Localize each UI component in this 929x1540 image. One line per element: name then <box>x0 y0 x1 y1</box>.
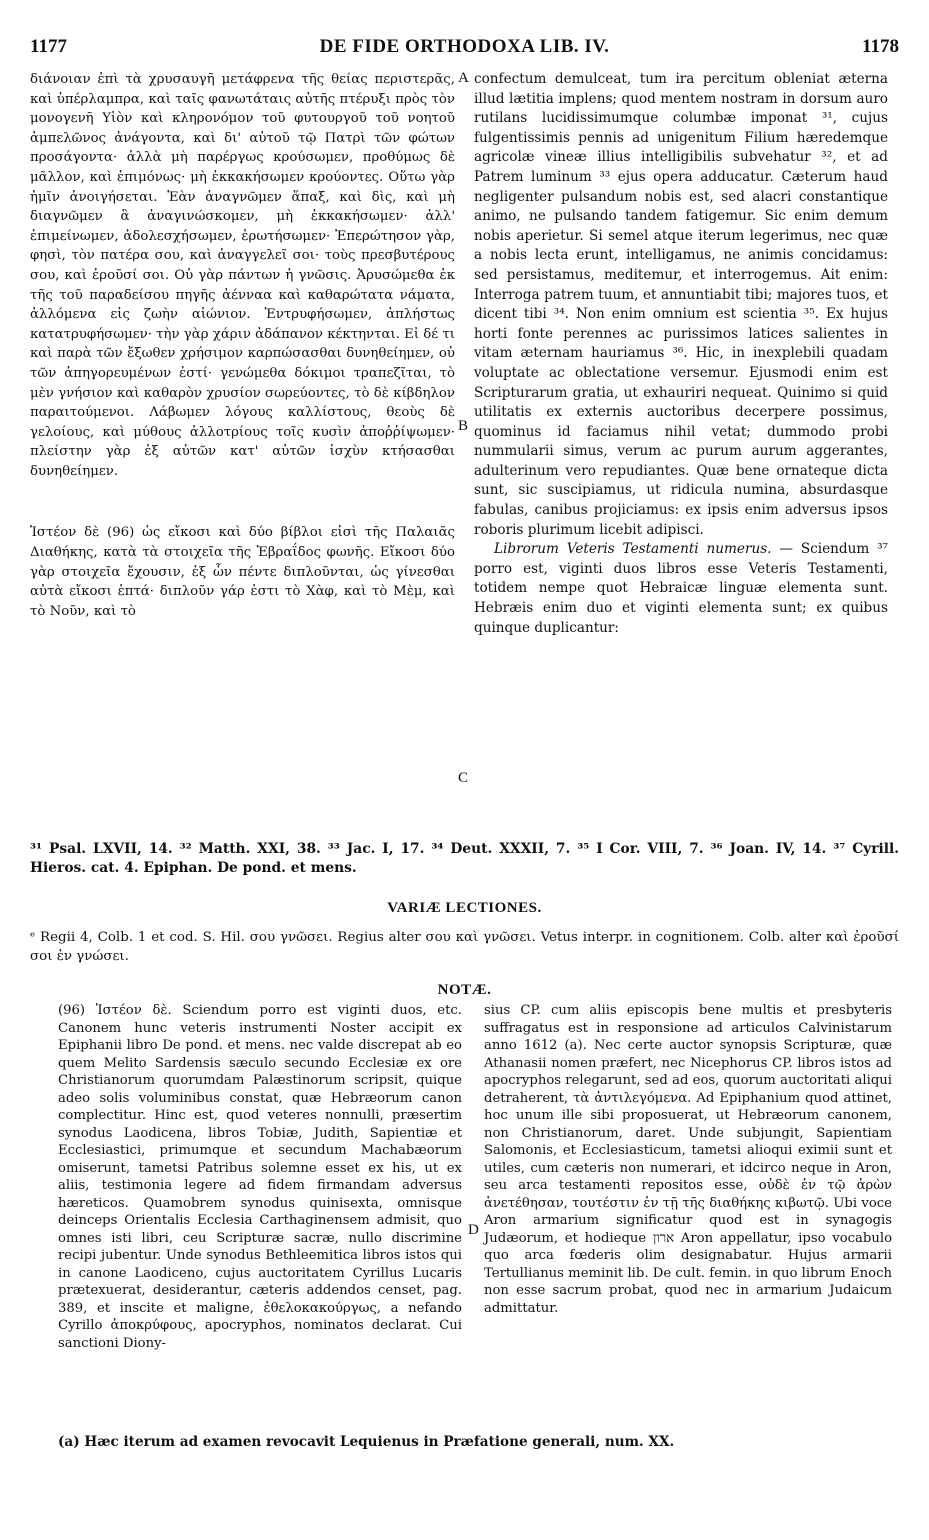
running-header <box>30 36 899 62</box>
footnotes: ³¹ Psal. LXVII, 14. ³² Matth. XXI, 38. ³³ Jac. I, 17. ³⁴ Deut. XXXII, 7. ³⁵ I Cor. VIII, 7. ³⁶ Joan. IV, 14. ³⁷ Cyrill. Hieros. cat. 4. Epiphan. De pond. et mens. <box>30 841 899 876</box>
latin-paragraph: confectum demulceat, tum ira percitum obleniat æterna illud lætitia implens; quod mentem nostram in dorsum auro rutilans lucidissimumque columbæ imponat ³¹, cujus fulgentissimis pennis ad unigenitum Filium hæredemque agricolæ vineæ illius intelligibilis subvehatur ³², et ad Patrem luminum ³³ ejus opera adducatur. Cæterum haud negligenter pulsandum nobis est, sed alacri constantique animo, ne pulsando tandem fatigemur. Sic enim demum nobis aperietur. Si semel atque iterum legerimus, nec quæ a nobis lecta erunt, intelligamus, ne animis concidamus: sed persistamus, meditemur, et interrogemus. Ait enim: Interroga patrem tuum, et annuntiabit tibi; majores tuos, et dicent tibi ³⁴. Non enim omnium est scientia ³⁵. Ex hujus horti fonte perennes ac purissimos latices salientes in vitam æternam hauriamus ³⁶. Hic, in inexplebili quadam voluptate ac oblectatione versemur. Ejusmodi enim est Scripturarum gratia, ut exhauriri nequeat. Quinimo si quid utilitatis ex externis auctoribus decerpere possimus, quominus id faciamus nihil vetat; dummodo probi nummularii simus, verum ac purum aurum aggerantes, adulterinum vero repudiantes. Quæ bene ornateque dicta sunt, sic suscipiamus, ut ridicula numina, absurdasque fabulas, canibus projiciamus: ex ipsis enim adversus ipsos roboris plurimum licebit adipisci. <box>474 71 888 538</box>
variae-text: ᵉ Regii 4, Colb. 1 et cod. S. Hil. σου γνῶσει. Regius alter σου καὶ γνῶσει. Vetus interpr. in cognitionem. Colb. alter καὶ ἐροῦσί σοι ἐν γνώσει. <box>30 930 899 964</box>
running-title: DE FIDE ORTHODOXA LIB. IV. <box>319 36 610 57</box>
margin-marker-c: C <box>458 770 469 786</box>
notae-heading: NOTÆ. <box>437 982 492 998</box>
right-page-number: 1178 <box>862 36 899 57</box>
bottom-note: (a) Hæc iterum ad examen revocavit Lequienus in Præfatione generali, num. XX. <box>58 1434 675 1450</box>
margin-marker-b: B <box>458 418 469 434</box>
notae-left-column: (96) Ἰστέον δὲ. Sciendum porro est viginti duos, etc. Canonem hunc veteris instrumenti Noster accipit ex Epiphanii libro De pond. et mens. nec valde discrepat ab eo quem Melito Sardensis sæculo secundo Ecclesiæ ex ore Christianorum quorumdam Palæstinorum scripsit, quique adeo solis voluminibus constat, quæ Hebræorum canon complectitur. Hinc est, quod veteres nonnulli, præsertim synodus Laodicena, libros Tobiæ, Judith, Sapientiæ et Ecclesiastici, primumque et secundum Machabæorum omiserunt, tametsi Patribus solemne esset ex his, ut ex aliis, testimonia legere ad fidem firmandam adversus hæreticos. Quamobrem synodus quinisexta, omnisque deinceps Orientalis Ecclesia Carthaginensem admisit, quo omnes isti libri, ceu Scripturæ sacræ, nullo discrimine recipi jubentur. Unde synodus Bethleemitica libros istos qui in canone Laodiceno, cujus auctoritatem Cyrillus Lucaris prætexuerat, desiderantur, cæteris addendos censet, pag. 389, et inscite et maligne, ἐθελοκακούργως, a nefando Cyrillo ἀποκρύφους, apocryphos, nominatos declarat. Cui sanctioni Diony- <box>58 1003 462 1351</box>
margin-marker-a: A <box>458 70 469 86</box>
latin-section-heading: Librorum Veteris Testamenti numerus. <box>494 541 772 558</box>
variae-heading: VARIÆ LECTIONES. <box>387 900 542 916</box>
greek-paragraph: διάνοιαν ἐπὶ τὰ χρυσαυγῆ μετάφρενα τῆς θείας περιστερᾶς, καὶ ὑπέρλαμπρα, καὶ ταῖς φανωτάταις αὐτῆς πτέρυξι πρὸς τὸν μονογενῆ Υἱὸν καὶ κληρονόμον τοῦ φυτουργοῦ τοῦ νοητοῦ ἀμπελῶνος ἀνάγοντα, καὶ δι' αὐτοῦ τῷ Πατρὶ τῶν φώτων προσάγοντα· ἀλλὰ μὴ παρέργως κρούσωμεν, προθύμως δὲ μᾶλλον, καὶ ἐπιμόνως· μὴ ἐκκακήσωμεν κρούοντες. Οὕτω γὰρ ἡμῖν ἀνοιγήσεται. Ἐὰν ἀναγνῶμεν ἅπαξ, καὶ δὶς, καὶ μὴ διαγνῶμεν ἃ ἀναγινώσκομεν, μὴ ἐκκακήσωμεν· ἀλλ' ἐπιμείνωμεν, ἀδολεσχήσωμεν, ἐρωτήσωμεν· Ἐπερώτησον γὰρ, φησὶ, τὸν πατέρα σου, καὶ ἀναγγελεῖ σοι· τοὺς πρεσβυτέρους σου, καὶ ἐροῦσί σοι. Οὐ γὰρ πάντων ἡ γνῶσις. Ἀρυσώμεθα ἐκ τῆς τοῦ παραδείσου πηγῆς ἀένναα καὶ καθαρώτατα νάματα, ἀλλόμενα εἰς ζωὴν αἰώνιον. Ἐντρυφήσωμεν, ἀπλήστως κατατρυφήσωμεν· τὴν γὰρ χάριν ἀδάπανον κέκτηνται. Εἰ δέ τι καὶ παρὰ τῶν ἔξωθεν χρήσιμον καρπώσασθαι δυνηθείημεν, οὐ τῶν ἀπηγορευμένων ἐστί· γενώμεθα δόκιμοι τραπεζῖται, τὸ μὲν γνήσιον καὶ καθαρὸν χρυσίον σωρεύοντες, τὸ δὲ κίβδηλον παραιτούμενοι. Λάβωμεν λόγους καλλίστους, θεοὺς δὲ γελοίους, καὶ μύθους ἀλλοτρίους τοῖς κυσὶν ἀποῤῥίψωμεν· πλείστην γὰρ ἐξ αὐτῶν κατ' αὐτῶν ἰσχὺν κτήσασθαι δυνηθείημεν. <box>30 72 455 479</box>
greek-paragraph: Ἰστέον δὲ (96) ὡς εἴκοσι καὶ δύο βίβλοι εἰσὶ τῆς Παλαιᾶς Διαθήκης, κατὰ τὰ στοιχεῖα τῆς Ἑβραΐδος φωνῆς. Εἴκοσι δύο γὰρ στοιχεῖα ἔχουσιν, ἐξ ὧν πέντε διπλοῦνται, ὡς γίνεσθαι αὐτὰ εἴκοσι ἑπτά· διπλοῦν γάρ ἐστι τὸ Χὰφ, καὶ τὸ Μὲμ, καὶ τὸ Νοῦν, καὶ τὸ <box>30 525 455 619</box>
latin-paragraph-2-text: — Sciendum ³⁷ porro est, viginti duos libros esse Veteris Testamenti, totidem nempe quot Hebraicæ linguæ elementa sunt. Hebræis enim duo et viginti elementa sunt; ex quibus quinque duplicantur: <box>474 541 888 636</box>
greek-column <box>30 70 455 621</box>
notae-right-column: sius CP. cum aliis episcopis bene multis et presbyteris suffragatus est in responsione ad articulos Calvinistarum anno 1612 (a). Nec certe auctor synopsis Scripturæ, quæ Athanasii nomen præfert, nec Nicephorus CP. libros istos ad apocryphos relegarunt, sed ad eos, quorum auctoritati aliqui detraherent, τὰ ἀντιλεγόμενα. Ad Epiphanium quod attinet, hoc unum ille sibi proposuerat, ut Hebræorum canonem, non Christianorum, daret. Unde subjungit, Sapientiam Salomonis, et Ecclesiasticum, tametsi alioqui eximii sunt et utiles, cum cæteris non numerari, et idcirco neque in Aron, seu arca testamenti repositos esse, οὐδὲ ἐν τῷ ἀρὼν ἀνετέθησαν, τουτέστιν ἐν τῇ τῆς διαθήκης κιβωτῷ. Ubi voce Aron armarium significatur quod est in synagogis Judæorum, et hodieque ארון Aron appellatur, ipso vocabulo quo arca fœderis olim designabatur. Hujus armarii Tertullianus meminit lib. De cult. femin. in quo librum Enoch non esse sacrum probat, quod nec in armarium Judaicum admittatur. <box>484 1003 893 1316</box>
left-page-number: 1177 <box>30 36 67 57</box>
margin-marker-d: D <box>468 1222 479 1238</box>
latin-paragraph-2 <box>474 540 888 638</box>
latin-column <box>474 70 888 638</box>
